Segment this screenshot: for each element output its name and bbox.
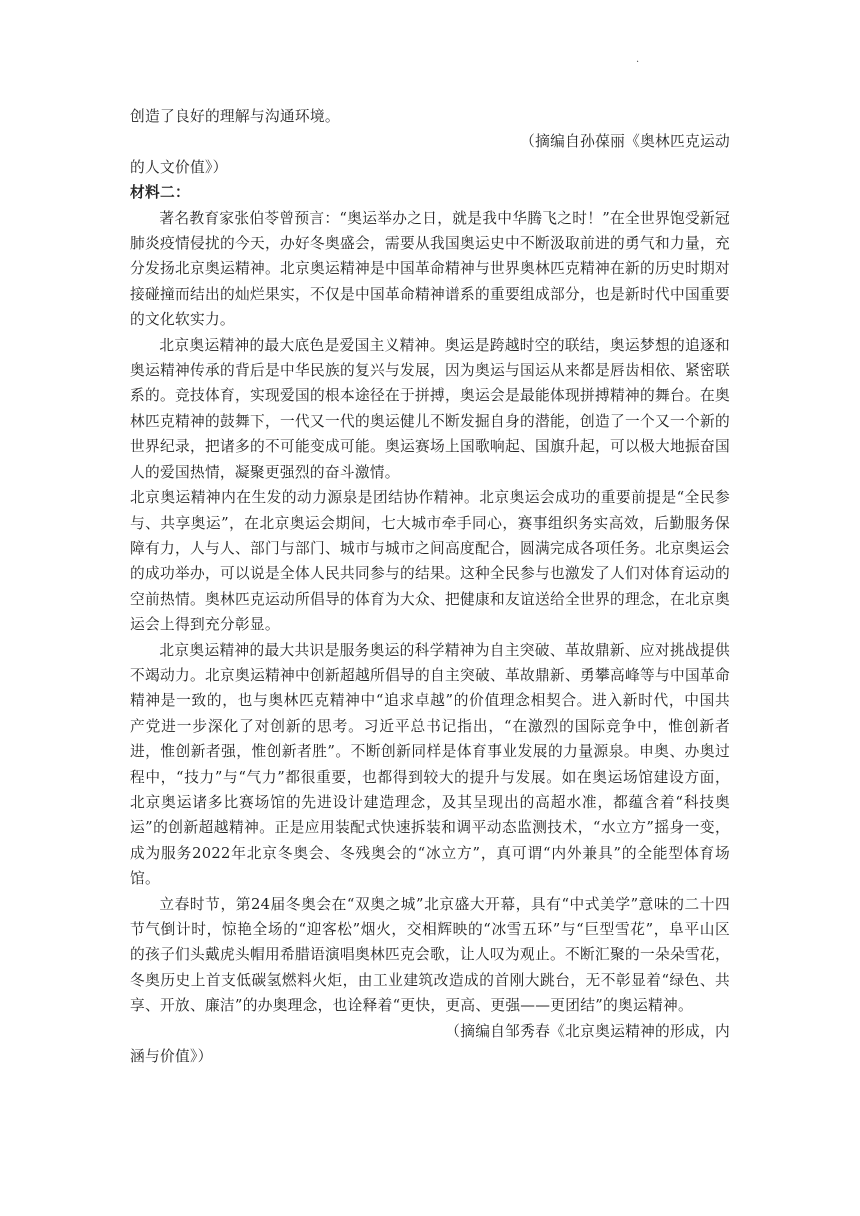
source-citation-1-line2: 的人文价值》）: [130, 158, 228, 176]
paragraph-1: 著名教育家张伯苓曾预言：“奥运举办之日，就是我中华腾飞之时！”在全世界饱受新冠肺炎疫情侵扰的今天，办好冬奥盛会，需要从我国奥运史中不断汲取前进的勇气和力量，充分发扬北京奥运精神。北京奥运精神是中国革命精神与世界奥林匹克精神在新的历史时期对接碰撞而结出的灿烂果实，不仅是中国革命精神谱系的重要组成部分，也是新时代中国重要的文化软实力。: [130, 209, 730, 329]
paragraph-5: 立春时节，第24届冬奥会在“双奥之城”北京盛大开幕，具有“中式美学”意味的二十四节气倒计时，惊艳全场的“迎客松”烟火，交相辉映的“冰雪五环”与“巨型雪花”，阜平山区的孩子们头戴虎头帽用希腊语演唱奥林匹克会歌，让人叹为观止。不断汇聚的一朵朵雪花，冬奥历史上首支低碳氢燃料火炬，由工业建筑改造成的首刚大跳台，无不彰显着“绿色、共享、开放、廉洁”的办奥理念，也诠释着“更快，更高、更强——更团结”的奥运精神。: [130, 895, 730, 1015]
paragraph-2: 北京奥运精神的最大底色是爱国主义精神。奥运是跨越时空的联结，奥运梦想的追逐和奥运精神传承的背后是中华民族的复兴与发展，因为奥运与国运从来都是唇齿相依、紧密联系的。竞技体育，实现爱国的根本途径在于拼搏，奥运会是最能体现拼搏精神的舞台。在奥林匹克精神的鼓舞下，一代又一代的奥运健儿不断发掘自身的潜能，创造了一个又一个新的世界纪录，把诸多的不可能变成可能。奥运赛场上国歌响起、国旗升起，可以极大地振奋国人的爱国热情，凝聚更强烈的奋斗激情。: [130, 336, 730, 481]
material-two-heading: 材料二：: [130, 184, 190, 202]
source-citation-2-line1: （摘编自邹秀春《北京奥运精神的形成，内: [445, 1022, 730, 1040]
paragraph-4: 北京奥运精神的最大共识是服务奥运的科学精神为自主突破、革故鼎新、应对挑战提供不竭动力。北京奥运精神中创新超越所倡导的自主突破、革故鼎新、勇攀高峰等与中国革命精神是一致的，也与奥林匹克精神中“追求卓越”的价值理念相契合。进入新时代，中国共产党进一步深化了对创新的思考。习近平总书记指出，“在激烈的国际竞争中，惟创新者进，惟创新者强，惟创新者胜”。不断创新同样是体育事业发展的力量源泉。申奥、办奥过程中，“技力”与“气力”都很重要，也都得到较大的提升与发展。如在奥运场馆建设方面，北京奥运诸多比赛场馆的先进设计建造理念，及其呈现出的高超水准，都蕴含着“科技奥运”的创新超越精神。正是应用装配式快速拆装和调平动态监测技术，“水立方”摇身一变，成为服务2022年北京冬奥会、冬残奥会的“冰立方”，真可谓“内外兼具”的全能型体育场馆。: [130, 641, 730, 888]
source-citation-2: [130, 1019, 730, 1070]
source-citation-1-line1: （摘编自孙葆丽《奥林匹克运动: [520, 133, 730, 151]
page-mark: ·: [636, 57, 640, 68]
paragraph-3: 北京奥运精神内在生发的动力源泉是团结协作精神。北京奥运会成功的重要前提是“全民参与、共享奥运”，在北京奥运会期间，七大城市牵手同心，赛事组织务实高效，后勤服务保障有力，人与人、部门与部门、城市与城市之间高度配合，圆满完成各项任务。北京奥运会的成功举办，可以说是全体人民共同参与的结果。这种全民参与也激发了人们对体育运动的空前热情。奥林匹克运动所倡导的体育为大众、把健康和友谊送给全世界的理念，在北京奥运会上得到充分彰显。: [130, 489, 730, 634]
document-body: [130, 104, 730, 1069]
paragraph-continuation: 创造了良好的理解与沟通环境。: [130, 108, 340, 125]
source-citation-1: [130, 129, 730, 180]
source-citation-2-line2: 涵与价值》）: [130, 1048, 213, 1066]
